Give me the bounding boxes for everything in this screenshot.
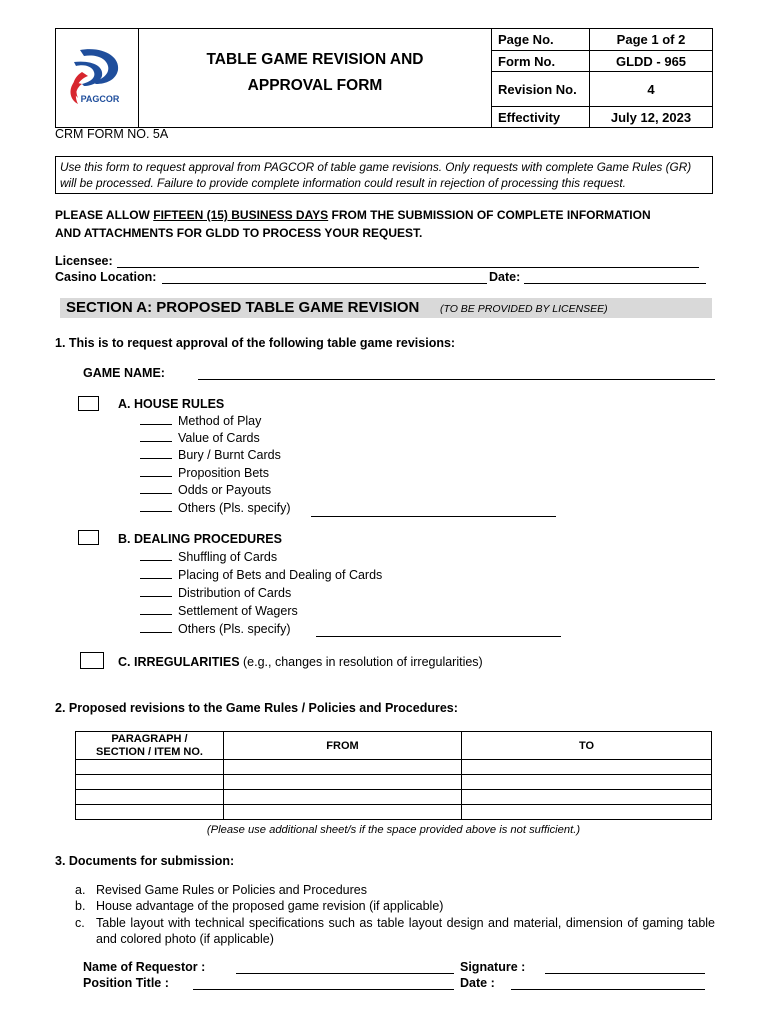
doc-item-b [75,899,443,913]
house-rules-title: A. HOUSE RULES [118,397,225,411]
logo-cell [56,29,139,128]
allow-post: FROM THE SUBMISSION OF COMPLETE INFORMATION [328,208,651,222]
table-row [76,805,712,820]
date-label: Date: [489,270,521,284]
hr-item-odds[interactable] [140,483,271,497]
game-name-field[interactable] [198,379,715,380]
col-to-header: TO [462,732,712,760]
table-cell[interactable] [224,760,462,775]
hr-blank[interactable] [140,431,172,442]
col-paragraph-header [76,732,224,760]
requestor-name-field[interactable] [236,973,454,974]
licensee-label: Licensee: [55,254,113,268]
dp-item-label: Others (Pls. specify) [178,622,291,636]
hr-blank[interactable] [140,448,172,459]
signoff-date-label: Date : [460,976,495,990]
casino-location-field[interactable] [162,283,487,284]
table-cell[interactable] [224,775,462,790]
game-name-label: GAME NAME: [83,366,165,380]
revision-no-label: Revision No. [492,72,590,107]
hr-item-value[interactable] [140,431,260,445]
form-no-value: GLDD - 965 [590,51,713,72]
q1-text: 1. This is to request approval of the following table game revisions: [55,336,456,350]
hr-item-label: Proposition Bets [178,466,270,480]
doc-item-c [75,915,715,947]
dp-blank[interactable] [140,550,172,561]
irregularities-note: (e.g., changes in resolution of irregularities) [239,655,483,669]
hr-others-field[interactable] [311,516,556,517]
effectivity-value: July 12, 2023 [590,107,713,128]
hr-item-label: Others (Pls. specify) [178,501,291,515]
table-cell[interactable] [76,805,224,820]
hr-item-others[interactable] [140,501,291,515]
header-table [55,28,713,128]
form-no-label: Form No. [492,51,590,72]
hr-blank[interactable] [140,483,172,494]
revision-no-value: 4 [590,72,713,107]
hr-item-proposition[interactable] [140,466,269,480]
table-cell[interactable] [462,775,712,790]
doc-text: House advantage of the proposed game revision (if applicable) [96,899,444,913]
hr-blank[interactable] [140,414,172,425]
section-a-note: (TO BE PROVIDED BY LICENSEE) [440,303,608,315]
q2-text: 2. Proposed revisions to the Game Rules / Policies and Procedures: [55,701,458,715]
position-title-field[interactable] [193,989,454,990]
casino-location-label: Casino Location: [55,270,157,284]
dp-item-label: Settlement of Wagers [178,604,298,618]
page-no-value: Page 1 of 2 [590,29,713,51]
dp-item-placing[interactable] [140,568,382,582]
doc-letter: c. [75,916,85,930]
table-row [76,790,712,805]
dp-blank[interactable] [140,568,172,579]
effectivity-label: Effectivity [492,107,590,128]
house-rules-checkbox[interactable] [78,396,99,411]
signature-label: Signature : [460,960,526,974]
doc-item-a [75,883,367,897]
doc-text: Revised Game Rules or Policies and Procedures [96,883,367,897]
irregularities-checkbox[interactable] [80,652,104,669]
allow-days: FIFTEEN (15) BUSINESS DAYS [153,208,329,222]
pagcor-logo [62,42,132,112]
dp-blank[interactable] [140,604,172,615]
table-row [76,775,712,790]
q3-text: 3. Documents for submission: [55,854,235,868]
date-field[interactable] [524,283,706,284]
notice-box: Use this form to request approval from PAGCOR of table game revisions. Only requests with complete Game Rules (GR) will be processed. Failure to provide complete information could result in rejection of processing this request. [55,156,713,194]
dp-item-label: Placing of Bets and Dealing of Cards [178,568,383,582]
dp-item-shuffling[interactable] [140,550,277,564]
doc-letter: b. [75,899,86,913]
table-cell[interactable] [76,775,224,790]
revisions-table [75,731,712,820]
page-no-label: Page No. [492,29,590,51]
hr-blank[interactable] [140,466,172,477]
col-from-header: FROM [224,732,462,760]
irregularities-row [118,655,483,669]
dp-item-distribution[interactable] [140,586,291,600]
hr-item-bury[interactable] [140,448,281,462]
signoff-date-field[interactable] [511,989,705,990]
form-title [139,29,492,128]
hr-item-label: Value of Cards [178,431,260,445]
table-cell[interactable] [462,805,712,820]
table-cell[interactable] [462,760,712,775]
dp-blank[interactable] [140,586,172,597]
table-cell[interactable] [76,760,224,775]
allow-pre: PLEASE ALLOW [55,208,154,222]
irregularities-title: C. IRREGULARITIES [118,655,240,669]
dealing-title: B. DEALING PROCEDURES [118,532,282,546]
hr-item-label: Bury / Burnt Cards [178,448,281,462]
dp-others-field[interactable] [316,636,561,637]
hr-item-label: Odds or Payouts [178,483,272,497]
form-code: CRM FORM NO. 5A [55,127,169,141]
licensee-field[interactable] [117,267,699,268]
dp-blank[interactable] [140,622,172,633]
title-line-1: TABLE GAME REVISION AND [206,51,424,68]
col-paragraph-line1: PARAGRAPH / [111,732,188,745]
hr-blank[interactable] [140,501,172,512]
table-cell[interactable] [224,790,462,805]
hr-item-method[interactable] [140,414,261,428]
dp-item-label: Shuffling of Cards [178,550,278,564]
section-a-bar [60,298,712,318]
dealing-checkbox[interactable] [78,530,99,545]
table-note: (Please use additional sheet/s if the space provided above is not sufficient.) [206,824,581,836]
dp-item-others[interactable] [140,622,291,636]
title-line-2: APPROVAL FORM [247,77,383,94]
allow-line2: AND ATTACHMENTS FOR GLDD TO PROCESS YOUR REQUEST. [55,226,423,240]
doc-text: Table layout with technical specifications such as table layout design and material, dimension of gaming table and colored photo (if applicable) [96,916,715,946]
table-row [76,760,712,775]
dp-item-label: Distribution of Cards [178,586,292,600]
doc-letter: a. [75,883,86,897]
table-cell[interactable] [76,790,224,805]
col-paragraph-line2: SECTION / ITEM NO. [96,745,203,758]
signature-field[interactable] [545,973,705,974]
hr-item-label: Method of Play [178,414,262,428]
requestor-name-label: Name of Requestor : [83,960,206,974]
table-cell[interactable] [224,805,462,820]
section-a-title: SECTION A: PROPOSED TABLE GAME REVISION [66,299,420,316]
table-cell[interactable] [462,790,712,805]
processing-notice [55,206,720,242]
logo-text: PAGCOR [80,93,120,104]
dp-item-settlement[interactable] [140,604,298,618]
position-title-label: Position Title : [83,976,169,990]
